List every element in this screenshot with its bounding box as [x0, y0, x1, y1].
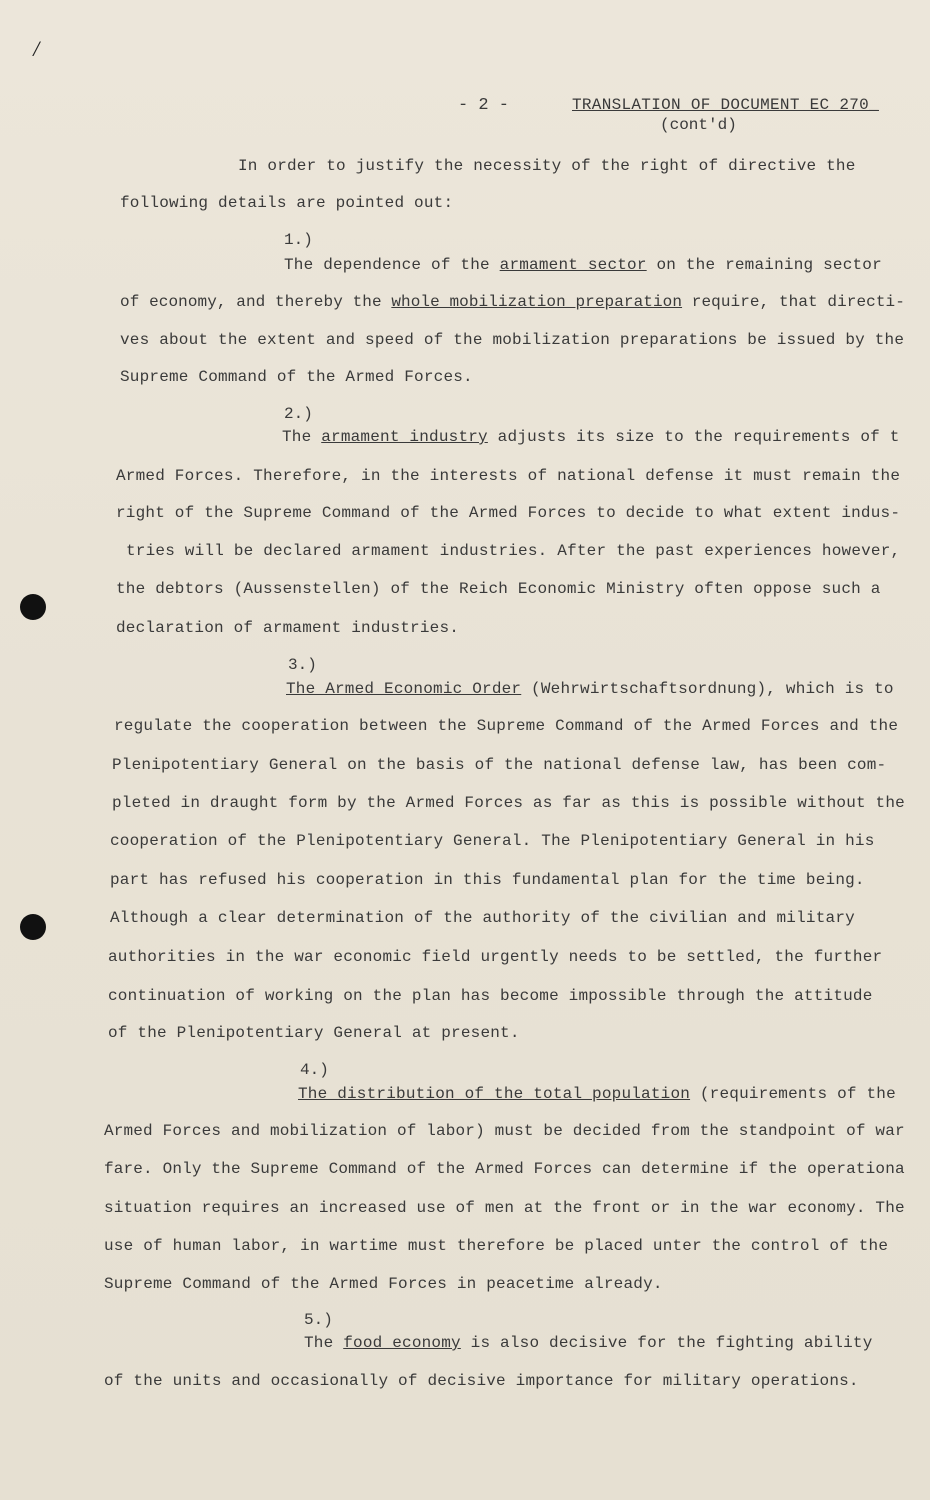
body-line: Plenipotentiary General on the basis of the national defense law, has been com- [112, 756, 887, 774]
item-number: 5.) [304, 1311, 333, 1329]
body-line: The Armed Economic Order (Wehrwirtschaftsordnung), which is to [286, 680, 894, 698]
body-line: ves about the extent and speed of the mobilization preparations be issued by the [120, 331, 905, 349]
body-line: declaration of armament industries. [116, 619, 460, 637]
body-line: situation requires an increased use of men at the front or in the war economy. The [104, 1199, 905, 1217]
continued-label: (cont'd) [660, 116, 737, 134]
document-title: TRANSLATION OF DOCUMENT EC 270_ [572, 96, 879, 114]
pen-mark: ∕ [30, 38, 44, 63]
intro-line: following details are pointed out: [120, 194, 454, 212]
body-line: The armament industry adjusts its size to the requirements of t [282, 428, 900, 446]
item-number: 1.) [284, 231, 313, 249]
body-line: of the units and occasionally of decisive importance for military operations. [104, 1372, 859, 1390]
body-line: pleted in draught form by the Armed Forces as far as this is possible without the [112, 794, 905, 812]
body-line: use of human labor, in wartime must therefore be placed unter the control of the [104, 1237, 889, 1255]
body-line: Although a clear determination of the authority of the civilian and military [110, 909, 855, 927]
body-line: fare. Only the Supreme Command of the Armed Forces can determine if the operationa [104, 1160, 905, 1178]
page-number: - 2 - [458, 96, 510, 115]
body-line: Armed Forces and mobilization of labor) must be decided from the standpoint of war [104, 1122, 905, 1140]
item-number: 4.) [300, 1061, 329, 1079]
page-header [0, 96, 930, 140]
body-line: Supreme Command of the Armed Forces in peacetime already. [104, 1275, 663, 1293]
body-line: cooperation of the Plenipotentiary General. The Plenipotentiary General in his [110, 832, 875, 850]
body-line: of economy, and thereby the whole mobilization preparation require, that directi- [120, 293, 905, 311]
item-number: 2.) [284, 405, 313, 423]
body-line: Supreme Command of the Armed Forces. [120, 368, 473, 386]
body-line: continuation of working on the plan has become impossible through the attitude [108, 987, 873, 1005]
body-line: the debtors (Aussenstellen) of the Reich Economic Ministry often oppose such a [116, 580, 881, 598]
body-line: tries will be declared armament industries. After the past experiences however, [126, 542, 901, 560]
body-line: part has refused his cooperation in this fundamental plan for the time being. [110, 871, 865, 889]
punch-hole-bottom [20, 914, 46, 940]
body-line: right of the Supreme Command of the Armed Forces to decide to what extent indus- [116, 504, 901, 522]
body-line: The distribution of the total population (requirements of the [298, 1085, 896, 1103]
punch-hole-top [20, 594, 46, 620]
item-number: 3.) [288, 656, 317, 674]
body-line: of the Plenipotentiary General at present. [108, 1024, 520, 1042]
body-line: Armed Forces. Therefore, in the interests of national defense it must remain the [116, 467, 901, 485]
body-line: The food economy is also decisive for the fighting ability [304, 1334, 873, 1352]
body-line: The dependence of the armament sector on the remaining sector [284, 256, 882, 274]
body-line: authorities in the war economic field urgently needs to be settled, the further [108, 948, 883, 966]
intro-line: In order to justify the necessity of the right of directive the [238, 157, 856, 175]
body-line: regulate the cooperation between the Supreme Command of the Armed Forces and the [114, 717, 899, 735]
